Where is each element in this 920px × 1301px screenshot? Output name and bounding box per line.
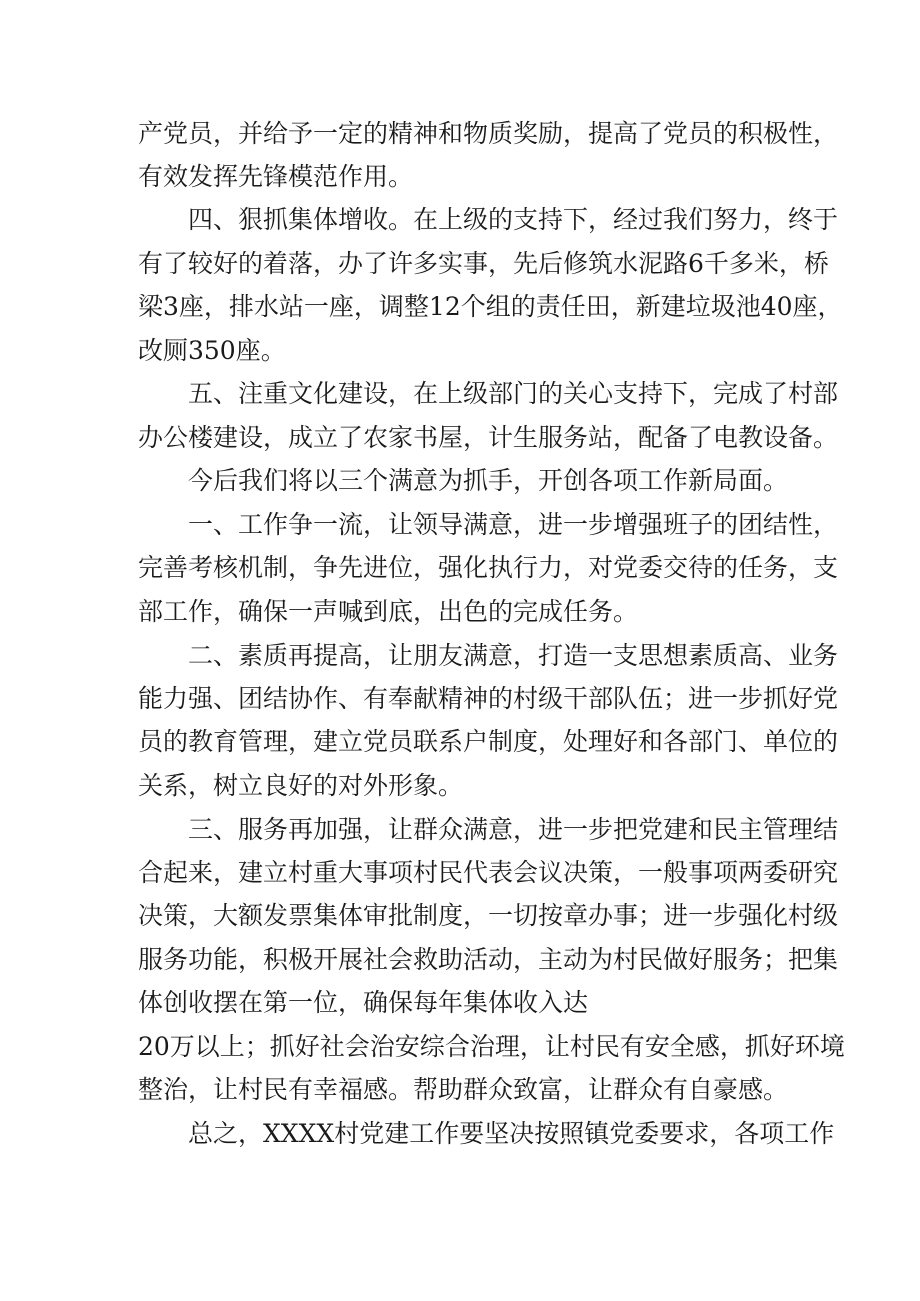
text-line: 员的教育管理，建立党员联系户制度，处理好和各部门、单位的 bbox=[138, 727, 839, 756]
text-line: 改厕350座。 bbox=[138, 336, 286, 365]
text-line: 梁3座，排水站一座，调整12个组的责任田，新建垃圾池40座， bbox=[138, 292, 843, 321]
text-line: 二、素质再提高，让朋友满意，打造一支思想素质高、业务 bbox=[188, 641, 839, 670]
text-line: 办公楼建设，成立了农家书屋，计生服务站，配备了电教设备。 bbox=[138, 423, 839, 452]
text-line: 20万以上；抓好社会治安综合治理，让村民有安全感，抓好环境 bbox=[138, 1032, 845, 1061]
text-line: 整治，让村民有幸福感。帮助群众致富，让群众有自豪感。 bbox=[138, 1075, 789, 1104]
text-line: 有效发挥先锋模范作用。 bbox=[138, 162, 414, 191]
text-line: 三、服务再加强，让群众满意，进一步把党建和民主管理结 bbox=[188, 815, 839, 844]
text-line: 今后我们将以三个满意为抓手，开创各项工作新局面。 bbox=[188, 466, 789, 495]
text-line: 部工作，确保一声喊到底，出色的完成任务。 bbox=[138, 597, 639, 626]
text-line: 产党员，并给予一定的精神和物质奖励，提高了党员的积极性， bbox=[138, 119, 839, 148]
text-line: 四、狠抓集体增收。在上级的支持下，经过我们努力，终于 bbox=[188, 205, 839, 234]
text-line: 一、工作争一流，让领导满意，进一步增强班子的团结性， bbox=[188, 510, 839, 539]
text-line: 体创收摆在第一位，确保每年集体收入达 bbox=[138, 988, 589, 1017]
text-line: 完善考核机制，争先进位，强化执行力，对党委交待的任务，支 bbox=[138, 553, 839, 582]
text-line: 五、注重文化建设，在上级部门的关心支持下，完成了村部 bbox=[188, 379, 839, 408]
text-line: 决策，大额发票集体审批制度，一切按章办事；进一步强化村级 bbox=[138, 901, 839, 930]
text-line: 服务功能，积极开展社会救助活动，主动为村民做好服务；把集 bbox=[138, 945, 839, 974]
text-line: 关系，树立良好的对外形象。 bbox=[138, 771, 464, 800]
text-line: 合起来，建立村重大事项村民代表会议决策，一般事项两委研究 bbox=[138, 858, 839, 887]
text-line: 总之，XXXX村党建工作要坚决按照镇党委要求，各项工作 bbox=[188, 1119, 835, 1148]
text-line: 能力强、团结协作、有奉献精神的村级干部队伍；进一步抓好党 bbox=[138, 684, 839, 713]
text-line: 有了较好的着落，办了许多实事，先后修筑水泥路6千多米，桥 bbox=[138, 249, 829, 278]
